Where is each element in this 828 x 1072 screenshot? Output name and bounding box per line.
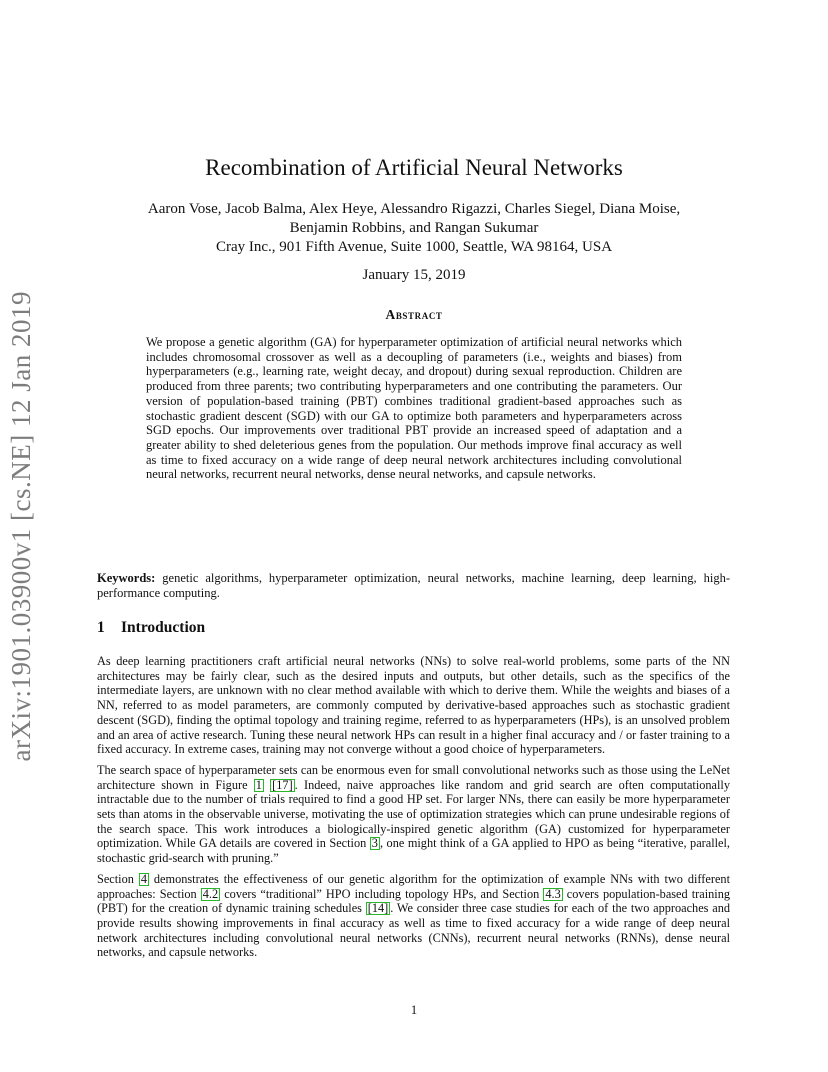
citation-link[interactable]: [17] (272, 777, 293, 792)
text-run: . Indeed, naive approaches like random and grid search are often computationally intractable due to the number of trials required to find a good HP set. For larger NNs, there can easily be more hyperparameter sets than atoms in the observable universe, motivating the use of optimization strategies which can prune undesirable regions of the search space. This work introduces a biologically-inspired genetic algorithm (GA) customized for hyperparameter optimization. While GA details are covered in Section (97, 777, 731, 851)
text-run: The search space of hyperparameter sets can be enormous even for small convolutional networks such as those using the LeNet architecture shown in Figure (97, 762, 730, 792)
arxiv-stamp: arXiv:1901.03900v1 [cs.NE] 12 Jan 2019 (5, 290, 36, 762)
paragraph-2 (97, 763, 730, 866)
section-link[interactable]: 4.2 (202, 886, 219, 901)
text-run: , one might think of a GA applied to HPO as being “iterative, parallel, stochastic grid-search with pruning.” (97, 836, 730, 866)
affiliation: Cray Inc., 901 Fifth Avenue, Suite 1000, Seattle, WA 98164, USA (215, 239, 613, 255)
section-heading (97, 619, 205, 637)
page-number: 1 (410, 1003, 418, 1017)
paper-title: Recombination of Artificial Neural Networks (205, 155, 623, 180)
section-number: 1 (97, 619, 105, 636)
section-body (97, 654, 730, 966)
text-run: covers population-based training (PBT) for the creation of dynamic training schedules (97, 886, 730, 916)
keywords (97, 571, 730, 601)
abstract-text: We propose a genetic algorithm (GA) for hyperparameter optimization of artificial neural networks which includes chromosomal crossover as well as a decoupling of parameters (i.e., weights and biases) from hyperparameters (e.g., learning rate, weight decay, and dropout) during sexual reproduction. Children are produced from three parents; two contributing hyperparameters and one contributing the parameters. Our version of population-based training (PBT) combines traditional gradient-based approaches such as stochastic gradient descent (SGD) with our GA to optimize both parameters and hyperparameters across SGD epochs. Our improvements over traditional PBT provide an increased speed of adaptation and a greater ability to shed deleterious genes from the population. Our methods improve final accuracy as well as time to fixed accuracy on a wide range of deep neural network architectures including convolutional neural networks, recurrent neural networks, dense neural networks, and capsule networks. (146, 335, 682, 482)
text-run: demonstrates the effectiveness of our genetic algorithm for the optimization of example NNs with two different approaches: Section (97, 871, 730, 901)
figure-link[interactable]: 1 (255, 777, 262, 792)
text-run: . We consider three case studies for each of the two approaches and provide results showing improvements in final accuracy as well as time to fixed accuracy for a wide range of deep neural network architectures including convolutional neural networks (CNNs), recurrent neural networks (RNNs), dense neural networks, and capsule networks. (97, 901, 731, 960)
author-line-2: Benjamin Robbins, and Rangan Sukumar (289, 220, 539, 236)
section-title: Introduction (121, 619, 206, 636)
text-run: Section (97, 871, 139, 886)
citation-link[interactable]: [14] (367, 901, 389, 916)
paragraph-1: As deep learning practitioners craft artificial neural networks (NNs) to solve real-world problems, some parts of the NN architectures may be fairly clear, such as the desired inputs and outputs, but other details, such as the specifics of the intermediate layers, are unknown with no clear method available with which to derive them. While the weights and biases of a NN, referred to as model parameters, are commonly computed by derivative-based approaches such as stochastic gradient descent (SGD), finding the optimal topology and training regime, referred to as hyperparameters (HPs), is an unsolved problem and an area of active research. Tuning these neural network HPs can result in a higher final accuracy and / or faster training to a fixed accuracy. In extreme cases, training may not converge without a good choice of hyperparameters. (97, 654, 730, 757)
section-link[interactable]: 3 (371, 836, 378, 851)
section-link[interactable]: 4.3 (545, 886, 561, 901)
paragraph-3 (97, 872, 730, 960)
abstract-heading: Abstract (385, 307, 443, 322)
author-line-1: Aaron Vose, Jacob Balma, Alex Heye, Alessandro Rigazzi, Charles Siegel, Diana Moise, (147, 201, 681, 217)
keywords-label: Keywords: (97, 571, 156, 585)
paper-date: January 15, 2019 (362, 267, 466, 283)
author-block (100, 200, 728, 257)
section-link[interactable]: 4 (140, 871, 147, 886)
text-run: covers “traditional” HPO including topology HPs, and Section (220, 886, 544, 901)
keywords-text: genetic algorithms, hyperparameter optimization, neural networks, machine learning, deep learning, high-performance computing. (97, 571, 731, 600)
arxiv-stamp-container (2, 292, 40, 760)
